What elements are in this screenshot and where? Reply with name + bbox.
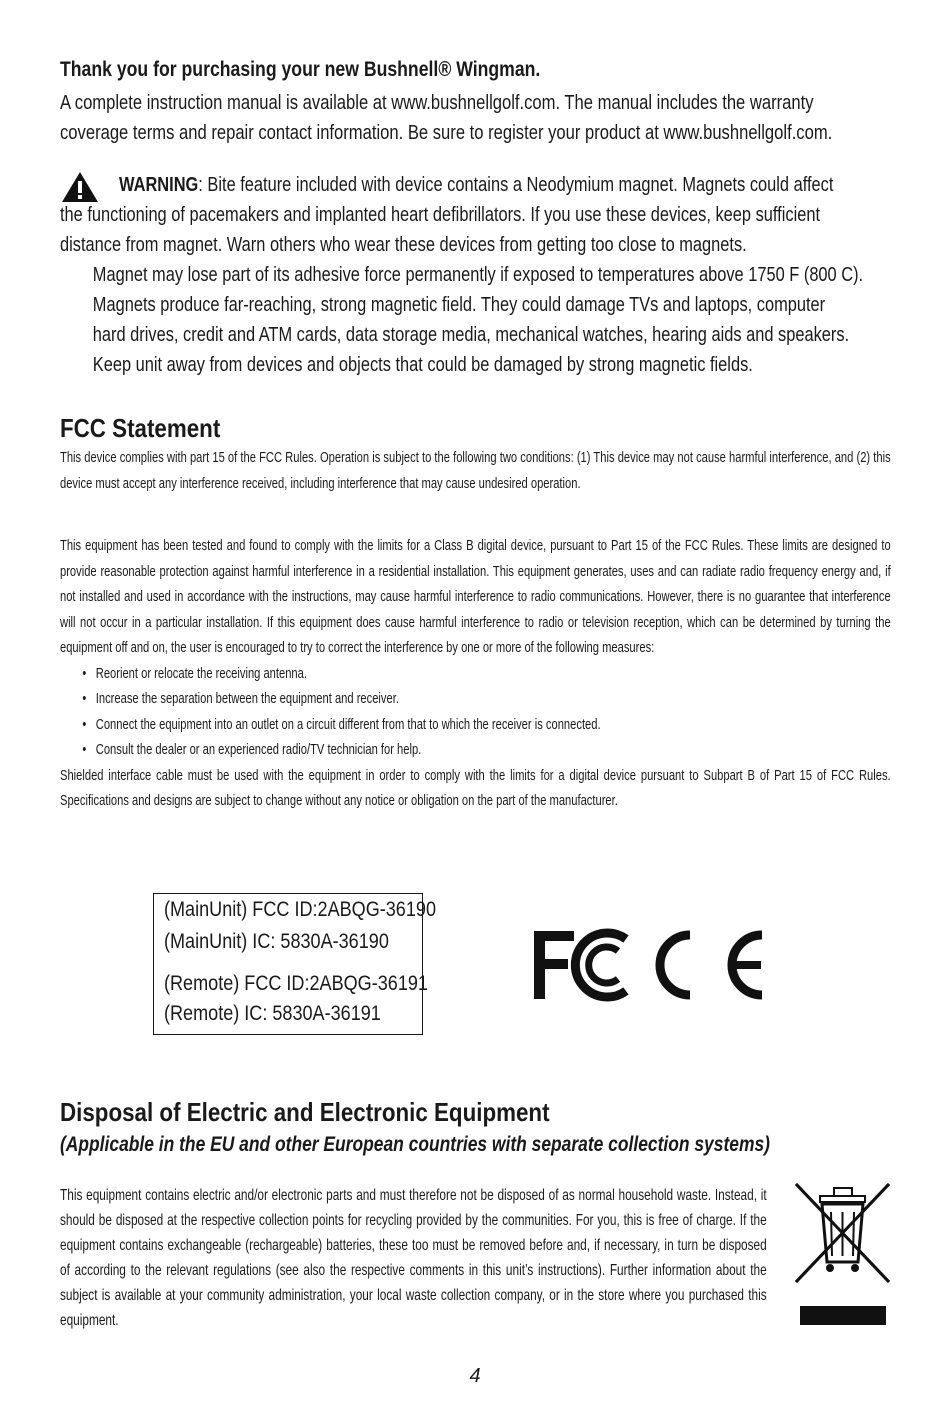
remote-fcc-id: (Remote) FCC ID:2ABQG-36191 bbox=[164, 972, 428, 995]
main-unit-fcc-id: (MainUnit) FCC ID:2ABQG-36190 bbox=[164, 898, 436, 921]
fcc-paragraph-1 bbox=[60, 445, 891, 496]
thanks-title: Thank you for purchasing your new Bushnell® Wingman. bbox=[60, 58, 541, 81]
list-item: • Increase the separation between the equipment and receiver. bbox=[82, 686, 890, 712]
main-unit-ic-id: (MainUnit) IC: 5830A-36190 bbox=[164, 930, 389, 953]
crossed-out-bin-icon bbox=[790, 1178, 895, 1328]
list-item: • Connect the equipment into an outlet on a circuit different from that to which the receiver is connected. bbox=[82, 712, 890, 738]
list-item: • Consult the dealer or an experienced radio/TV technician for help. bbox=[82, 737, 890, 763]
intro-line-1: A complete instruction manual is available at www.bushnellgolf.com. The manual includes the warranty bbox=[60, 92, 814, 114]
warning-line-4: Magnet may lose part of its adhesive force permanently if exposed to temperatures above 1750 F (800 C). bbox=[92, 264, 864, 286]
fcc-measures-list bbox=[60, 661, 891, 763]
warning-line-1: : Bite feature included with device contains a Neodymium magnet. Magnets could affect bbox=[198, 174, 834, 196]
disposal-paragraph: This equipment contains electric and/or electronic parts and must therefore not be disposed of as normal household waste. Instead, it should be disposed at the respective collection points for recycling provided by the communities. For you, this is free of charge. If the equipment contains exchangeable (rechargeable) batteries, these too must be removed before and, if necessary, in turn be disposed of according to the relevant regulations (see also the respective comments in this unit’s instructions). Further information about the subject is available at your community administration, your local waste collection company, or in the store where you purchased this equipment. bbox=[60, 1187, 767, 1329]
warning-line-5: Magnets produce far-reaching, strong magnetic field. They could damage TVs and laptops, computer bbox=[92, 294, 826, 316]
ce-logo bbox=[660, 935, 762, 995]
intro-line-2: coverage terms and repair contact information. Be sure to register your product at www.bushnellgolf.com. bbox=[60, 122, 833, 144]
fcc-logo bbox=[534, 931, 626, 999]
warning-label: WARNING bbox=[119, 174, 199, 196]
disposal-subheading: (Applicable in the EU and other European countries with separate collection systems) bbox=[60, 1133, 770, 1156]
certification-id-box bbox=[153, 893, 436, 1035]
fcc-para-2-text: This equipment has been tested and found to comply with the limits for a Class B digital device, pursuant to Part 15 of the FCC Rules. These limits are designed to provide reasonable protection against harmful interference in a residential installation. This equipment generates, uses and can radiate radio frequency energy and, if not installed and used in accordance with the instructions, may cause harmful interference to radio communications. However, there is no guarantee that interference will not occur in a particular installation. If this equipment does cause harmful interference to radio or television reception, which can be determined by turning the equipment off and on, the user is encouraged to try to correct the interference by one or more of the following measures: bbox=[60, 537, 891, 656]
fcc-para-1-text: This device complies with part 15 of the FCC Rules. Operation is subject to the following two conditions: (1) This device may not cause harmful interference, and (2) this device must accept any interference received, including interference that may cause undesired operation. bbox=[60, 449, 891, 492]
fcc-heading: FCC Statement bbox=[60, 413, 221, 443]
warning-block bbox=[60, 170, 896, 380]
warning-line-2: the functioning of pacemakers and implanted heart defibrillators. If you use these devices, keep sufficient bbox=[60, 204, 821, 226]
compliance-logos bbox=[530, 925, 770, 1005]
fcc-paragraph-2 bbox=[60, 533, 891, 814]
warning-line-3: distance from magnet. Warn others who wear these devices from getting too close to magnets. bbox=[60, 234, 747, 256]
page-number: 4 bbox=[469, 1365, 481, 1387]
fcc-para-3-text: Shielded interface cable must be used with the equipment in order to comply with the limits for a digital device pursuant to Subpart B of Part 15 of FCC Rules. Specifications and designs are subject to change without any notice or obligation on the part of the manufacturer. bbox=[60, 766, 891, 809]
warning-line-7: Keep unit away from devices and objects that could be damaged by strong magnetic fields. bbox=[92, 354, 753, 376]
remote-ic-id: (Remote) IC: 5830A-36191 bbox=[164, 1002, 381, 1025]
disposal-heading: Disposal of Electric and Electronic Equipment bbox=[60, 1097, 550, 1127]
warning-line-6: hard drives, credit and ATM cards, data storage media, mechanical watches, hearing aids and speakers. bbox=[92, 324, 850, 346]
list-item: • Reorient or relocate the receiving antenna. bbox=[82, 661, 890, 687]
